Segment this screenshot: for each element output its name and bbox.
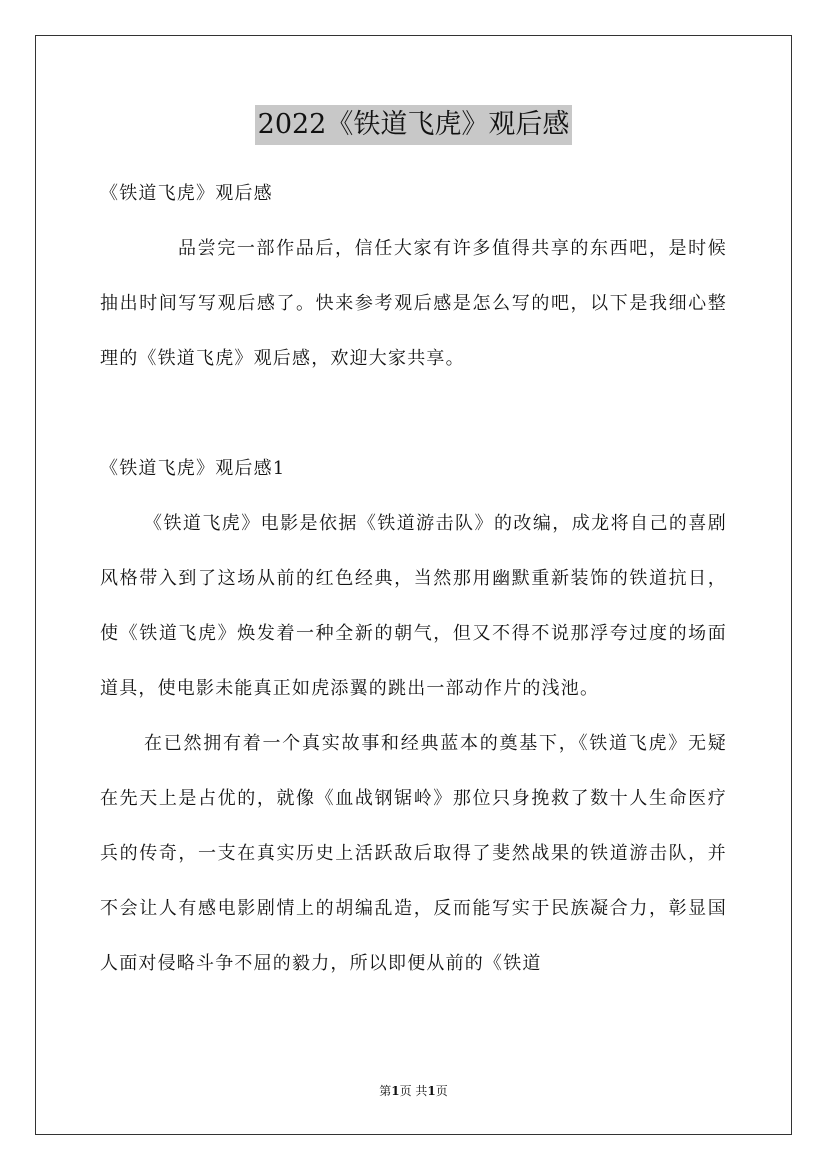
blank-line — [100, 386, 727, 441]
page-footer — [0, 1082, 827, 1099]
document-subtitle: 《铁道飞虎》观后感 — [100, 183, 273, 204]
document-title-text: 2022《铁道飞虎》观后感 — [255, 105, 573, 145]
footer-mid: 页 共 — [399, 1084, 428, 1098]
document-title — [0, 103, 827, 145]
footer-prefix: 第 — [379, 1084, 392, 1098]
section-heading: 《铁道飞虎》观后感1 — [100, 458, 286, 479]
document-body — [100, 166, 727, 991]
intro-paragraph: 品尝完一部作品后，信任大家有许多值得共享的东西吧，是时候抽出时间写写观后感了。快来参考观后感是怎么写的吧，以下是我细心整理的《铁道飞虎》观后感，欢迎大家共享。 — [100, 238, 727, 369]
footer-total-pages: 1 — [427, 1084, 436, 1098]
body-paragraph-2: 在已然拥有着一个真实故事和经典蓝本的奠基下，《铁道飞虎》无疑在先天上是占优的，就像《血战钢锯岭》那位只身挽救了数十人生命医疗兵的传奇，一支在真实历史上活跃敌后取得了斐然战果的铁道游击队，并不会让人有感电影剧情上的胡编乱造，反而能写实于民族凝合力，彰显国人面对侵略斗争不屈的毅力，所以即便从前的《铁道 — [100, 733, 727, 974]
body-paragraph-1: 《铁道飞虎》电影是依据《铁道游击队》的改编，成龙将自己的喜剧风格带入到了这场从前的红色经典，当然那用幽默重新装饰的铁道抗日，使《铁道飞虎》焕发着一种全新的朝气，但又不得不说那浮夸过度的场面道具，使电影未能真正如虎添翼的跳出一部动作片的浅池。 — [100, 513, 727, 699]
footer-page-number: 1 — [391, 1084, 400, 1098]
footer-suffix: 页 — [435, 1084, 448, 1098]
